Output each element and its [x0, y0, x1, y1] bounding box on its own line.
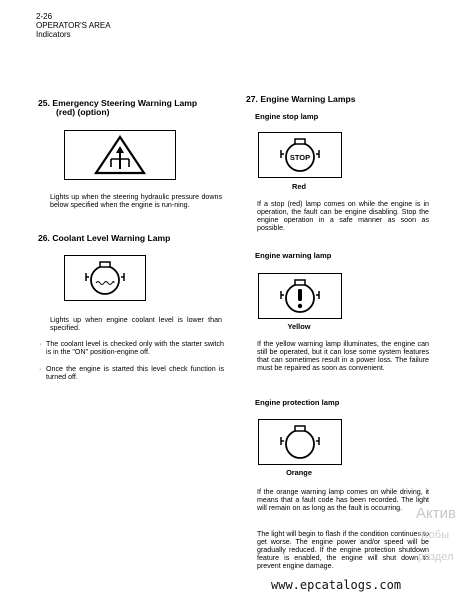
watermark-text: Актив — [416, 505, 456, 522]
engine-warning-lamp-heading: Engine warning lamp — [255, 251, 332, 260]
protection-lamp-description-2: The light will begin to flash if the condition continues to get worse. The engine power and/or speed will be gradually reduced. If the engine protection shutdown feature is enabled, the engine will shut down to prevent engine damage. — [257, 530, 429, 570]
page-number: 2-26 — [36, 12, 53, 21]
subsection-title: Indicators — [36, 30, 71, 39]
stop-lamp-box — [258, 132, 342, 178]
s26-bullet-1: The coolant level is checked only with the starter switch is in the "ON" position-engine off. — [46, 340, 224, 356]
s26-title: 26. Coolant Level Warning Lamp — [38, 233, 171, 243]
bullet-marker: · — [39, 365, 42, 373]
s26-bullet-2: Once the engine is started this level check function is turned off. — [46, 365, 224, 381]
watermark-text-3: раздел — [418, 551, 454, 563]
stop-lamp-caption: Red — [292, 182, 306, 191]
s26-description: Lights up when engine coolant level is lower than specified. — [50, 316, 222, 332]
steering-lamp-box — [64, 130, 176, 180]
site-link[interactable]: www.epcatalogs.com — [271, 578, 402, 592]
coolant-level-icon — [65, 256, 145, 300]
warning-lamp-caption: Yellow — [287, 322, 311, 331]
bullet-marker: · — [39, 340, 42, 348]
engine-protection-lamp-heading: Engine protection lamp — [255, 398, 340, 407]
protection-lamp-caption: Orange — [286, 468, 312, 477]
s25-description: Lights up when the steering hydraulic pressure downs below specified when the engine is run-ning. — [50, 193, 222, 209]
warning-lamp-description: If the yellow warning lamp illuminates, the engine can still be operated, but it can lose some system features that can sometimes result in a power loss. The failure must be repaired as soon as convenient. — [257, 340, 429, 372]
s25-title: 25. Emergency Steering Warning Lamp — [38, 98, 198, 108]
warning-lamp-box — [258, 273, 342, 319]
stop-icon-text: STOP — [289, 153, 311, 162]
section-title: OPERATOR'S AREA — [36, 21, 111, 30]
exclamation-engine-icon — [259, 274, 341, 318]
stop-icon — [259, 133, 341, 177]
protection-lamp-description-1: If the orange warning lamp comes on while driving, it means that a fault code has been recorded. The light will remain on as long as the fault is occurring. — [257, 488, 429, 512]
engine-stop-lamp-heading: Engine stop lamp — [255, 112, 319, 121]
watermark-text-2: чтобы — [418, 529, 449, 541]
s27-title: 27. Engine Warning Lamps — [246, 94, 356, 104]
stop-lamp-description: If a stop (red) lamp comes on while the engine is in operation, the fault can be engine disabling. Stop the engine operation in a safe manner as soon as possible. — [257, 200, 429, 232]
s25-title-sub: (red) (option) — [56, 107, 110, 117]
engine-outline-icon — [259, 420, 341, 464]
steering-arrow-icon — [65, 131, 175, 179]
protection-lamp-box — [258, 419, 342, 465]
coolant-lamp-box — [64, 255, 146, 301]
